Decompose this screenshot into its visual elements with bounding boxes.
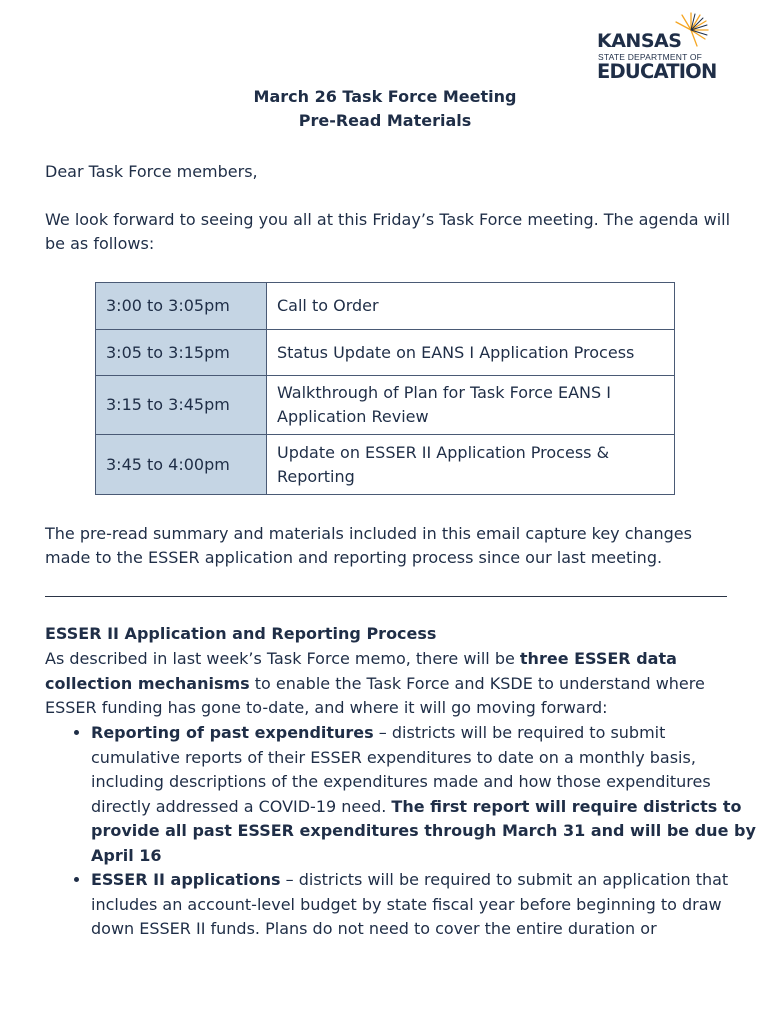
agenda-item: Walkthrough of Plan for Task Force EANS I Application Review: [267, 376, 675, 435]
agenda-item: Call to Order: [267, 283, 675, 330]
list-item: [91, 868, 756, 942]
greeting: Dear Task Force members,: [45, 162, 258, 181]
bullet-lead: Reporting of past expenditures: [91, 723, 374, 742]
bullet-lead: ESSER II applications: [91, 870, 281, 889]
section-intro-bold: three ESSER data collection mechanisms: [45, 649, 677, 693]
agenda-row: [96, 435, 675, 495]
agenda-table: [95, 282, 675, 495]
section-intro: [45, 647, 730, 721]
page-title: March 26 Task Force Meeting: [253, 87, 517, 106]
agenda-time: 3:45 to 4:00pm: [96, 435, 267, 495]
agenda-row: [96, 283, 675, 330]
list-item: [91, 721, 756, 868]
bullet-text: – districts will be required to submit an application that includes an account-level budget by state fiscal year before beginning to draw down ESSER II funds. Plans do not need to cover the entire duration or: [91, 870, 729, 938]
intro-paragraph: We look forward to seeing you all at this Friday’s Task Force meeting. The agenda will be as follows:: [45, 210, 731, 253]
logo-education: EDUCATION: [597, 60, 717, 83]
summary-paragraph: The pre-read summary and materials included in this email capture key changes made to the ESSER application and reporting process since our last meeting.: [45, 524, 692, 567]
agenda-item: Status Update on EANS I Application Process: [267, 330, 675, 376]
agenda-time: 3:15 to 3:45pm: [96, 376, 267, 435]
agenda-row: [96, 330, 675, 376]
agenda-item: Update on ESSER II Application Process & Reporting: [267, 435, 675, 495]
bullet-text: – districts will be required to submit cumulative reports of their ESSER expenditures to date on a monthly basis, including descriptions of the expenditures made and how those expenditures directly addressed a COVID-19 need.: [91, 723, 711, 816]
agenda-time: 3:05 to 3:15pm: [96, 330, 267, 376]
agenda-time: 3:00 to 3:05pm: [96, 283, 267, 330]
mechanism-list: [65, 721, 756, 942]
section-divider: [45, 596, 727, 597]
page-subtitle: Pre-Read Materials: [298, 111, 472, 130]
agenda-row: [96, 376, 675, 435]
logo-kansas: KANSAS: [597, 30, 682, 52]
section-heading: ESSER II Application and Reporting Process: [45, 624, 437, 643]
bullet-trail-bold: The first report will require districts to provide all past ESSER expenditures through March 31 and will be due by April 16: [91, 796, 756, 865]
ksde-logo: [597, 12, 717, 83]
section-intro-text-end: to enable the Task Force and KSDE to understand where ESSER funding has gone to-date, and where it will go moving forward:: [45, 673, 705, 717]
logo-state-dept: STATE DEPARTMENT OF: [598, 52, 703, 62]
section-intro-text: As described in last week’s Task Force memo, there will be: [45, 649, 520, 668]
